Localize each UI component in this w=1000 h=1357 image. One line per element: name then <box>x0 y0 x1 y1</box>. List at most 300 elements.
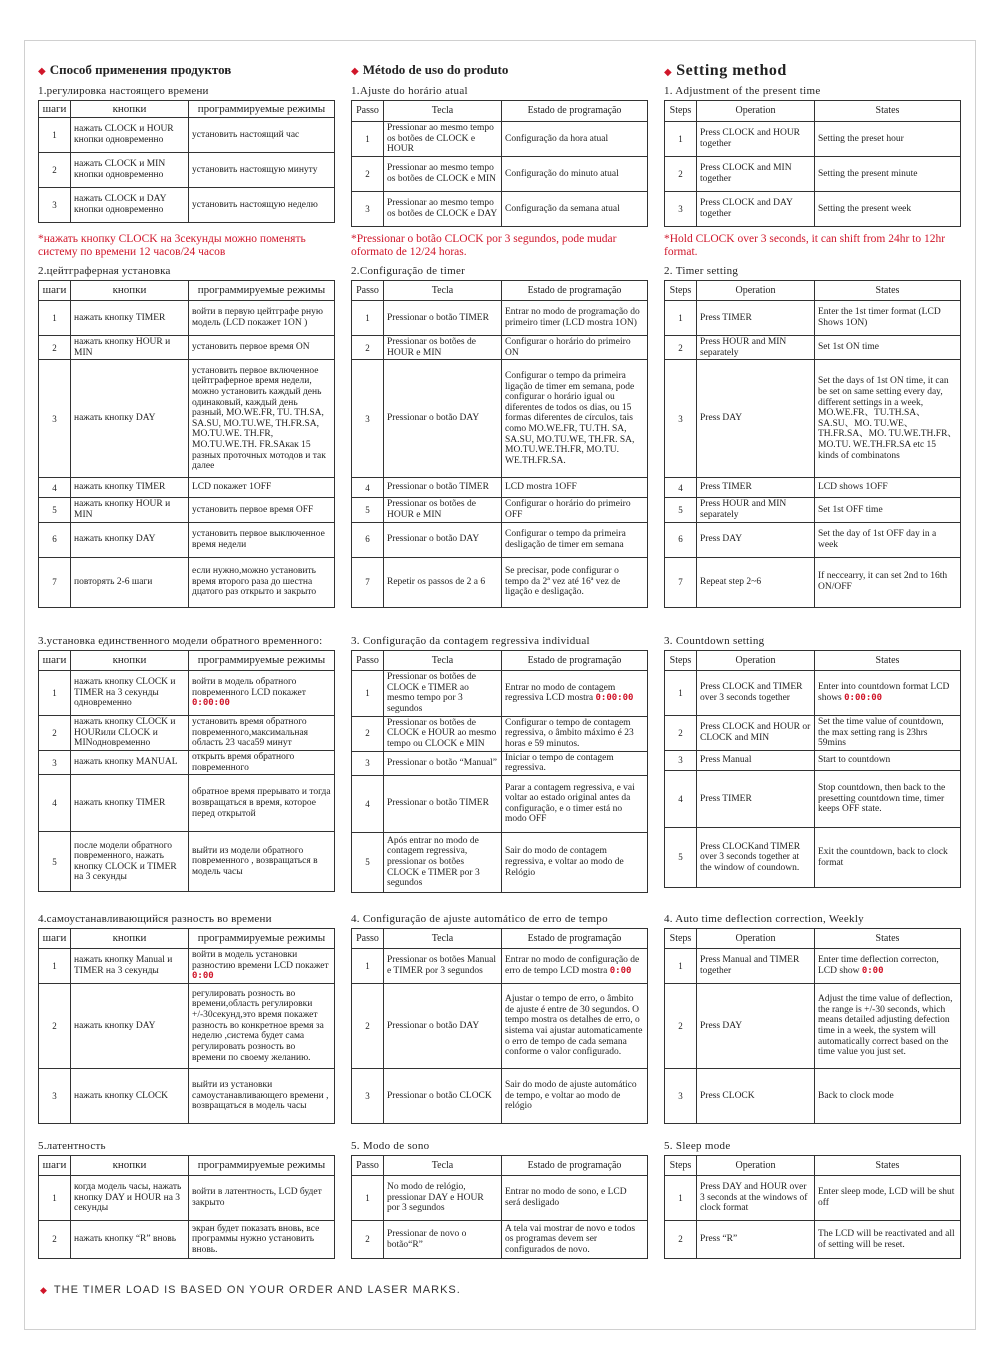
table-row <box>665 157 961 192</box>
table-row <box>39 360 335 478</box>
key-cell: Press TIMER <box>697 771 815 828</box>
state-cell: Entrar no modo de programação do primeiro timer (LCD mostra 1ON) <box>502 301 648 336</box>
table-row <box>352 751 648 775</box>
key-cell: нажать кнопку TIMER <box>71 478 189 498</box>
table-row <box>665 1069 961 1124</box>
step-number: 4 <box>39 775 71 832</box>
table-row <box>352 301 648 336</box>
state-cell: The LCD will be reactivated and all of setting will be reset. <box>815 1221 961 1259</box>
footer-note: ◆ THE TIMER LOAD IS BASED ON YOUR ORDER AND LASER MARKS. <box>40 1284 461 1296</box>
state-cell: Exit the countdown, back to clock format <box>815 828 961 888</box>
step-number: 3 <box>39 188 71 223</box>
column-header-cell: кнопки <box>71 281 189 301</box>
column-header-cell: Operation <box>697 651 815 671</box>
bullet-icon: ◆ <box>40 1285 48 1295</box>
key-cell: нажать кнопку HOUR и MIN <box>71 498 189 522</box>
state-cell: If neccearry, it can set 2nd to 16th ON/OFF <box>815 557 961 607</box>
key-cell: Pressionar o botão DAY <box>384 360 502 478</box>
section-title: 2.цейтграферная установка <box>38 265 171 277</box>
table-header-row <box>352 1156 648 1176</box>
column-header-cell: кнопки <box>71 1156 189 1176</box>
step-number: 1 <box>39 301 71 336</box>
column-header-cell: Tecla <box>384 929 502 949</box>
column-header-cell: States <box>815 101 961 122</box>
state-cell: LCD shows 1OFF <box>815 478 961 498</box>
column-header-cell: States <box>815 1156 961 1176</box>
column-header-cell: Passo <box>352 281 384 301</box>
step-number: 5 <box>352 832 384 892</box>
key-cell: Após entrar no modo de contagem regressiva, pressionar os botões CLOCK e TIMER por 3 segundos <box>384 832 502 892</box>
step-number: 2 <box>665 157 697 192</box>
column-header-cell: программируемые режимы <box>189 1156 335 1176</box>
key-cell: Pressionar o botão TIMER <box>384 478 502 498</box>
step-number: 3 <box>665 360 697 478</box>
state-cell: открыть время обратного повременного <box>189 751 335 775</box>
step-number: 3 <box>665 751 697 771</box>
step-number: 2 <box>352 1221 384 1259</box>
column-header-cell: Steps <box>665 281 697 301</box>
table-row <box>665 1221 961 1259</box>
key-cell: Pressionar ao mesmo tempo os botões de CLOCK e DAY <box>384 192 502 227</box>
table-header-row <box>39 1156 335 1176</box>
key-cell: когда модель часы, нажать кнопку DAY и HOUR на 3 секунды <box>71 1176 189 1221</box>
key-cell: нажать кнопку DAY <box>71 360 189 478</box>
column-header-cell: Estado de programação <box>502 651 648 671</box>
table-header-row <box>352 651 648 671</box>
step-number: 1 <box>352 122 384 157</box>
key-cell: Press TIMER <box>697 478 815 498</box>
key-cell: Press Manual <box>697 751 815 771</box>
key-cell: нажать кнопку DAY <box>71 522 189 557</box>
table-header-row <box>352 929 648 949</box>
bullet-icon: ◆ <box>38 66 46 77</box>
state-cell: Sair do modo de ajuste automático de tempo, e voltar ao modo de relógio <box>502 1069 648 1124</box>
key-cell: Press CLOCK and DAY together <box>697 192 815 227</box>
step-number: 2 <box>39 716 71 751</box>
table-row <box>352 498 648 522</box>
state-cell: Se precisar, pode configurar o tempo da 2ª vez até 16ª vez de ligação e desligação. <box>502 557 648 607</box>
key-cell: нажать кнопку HOUR и MIN <box>71 336 189 360</box>
table-row <box>665 751 961 771</box>
table-row <box>352 1221 648 1259</box>
step-number: 2 <box>39 1221 71 1259</box>
key-cell: нажать CLOCK и HOUR кнопки одновременно <box>71 118 189 153</box>
column-header-cell: Passo <box>352 101 384 122</box>
state-cell: Setting the present minute <box>815 157 961 192</box>
column-header-cell: Operation <box>697 101 815 122</box>
key-cell: Press TIMER <box>697 301 815 336</box>
state-cell: Configurar o horário do primeiro ON <box>502 336 648 360</box>
step-number: 5 <box>665 498 697 522</box>
steps-table <box>38 100 335 223</box>
section-title: 4. Configuração de ajuste automático de erro de tempo <box>351 913 608 925</box>
key-cell: Pressionar o botão CLOCK <box>384 1069 502 1124</box>
state-cell: установить первое выключенное время недели <box>189 522 335 557</box>
column-header-cell: кнопки <box>71 651 189 671</box>
step-number: 2 <box>665 1221 697 1259</box>
key-cell: Pressionar os botões Manual e TIMER por 3 segundos <box>384 949 502 984</box>
section-title: 3. Countdown setting <box>664 635 765 647</box>
step-number: 4 <box>665 478 697 498</box>
table-row <box>352 336 648 360</box>
key-cell: повторять 2-6 шаги <box>71 557 189 607</box>
column-header-cell: шаги <box>39 101 71 118</box>
key-cell: нажать CLOCK и MIN кнопки одновременно <box>71 153 189 188</box>
step-number: 2 <box>665 336 697 360</box>
key-cell: после модели обратного повременного, нажать кнопку CLOCK и TIMER на 3 секунды <box>71 832 189 892</box>
step-number: 1 <box>665 671 697 716</box>
step-number: 1 <box>39 1176 71 1221</box>
note-english: *Hold CLOCK over 3 seconds, it can shift from 24hr to 12hr format. <box>664 233 946 259</box>
column-header-cell: Steps <box>665 1156 697 1176</box>
table-row <box>352 716 648 751</box>
key-cell: Pressionar os botões de CLOCK e HOUR ao mesmo tempo ou CLOCK e MIN <box>384 716 502 751</box>
table-header-row <box>39 281 335 301</box>
key-cell: Pressionar o botão “Manual” <box>384 751 502 775</box>
table-row <box>665 984 961 1069</box>
table-row <box>665 522 961 557</box>
lcd-readout: 0:00 <box>192 971 214 982</box>
table-header-row <box>665 101 961 122</box>
state-cell: Configuração da semana atual <box>502 192 648 227</box>
key-cell: Pressionar de novo o botão“R” <box>384 1221 502 1259</box>
table-row <box>39 498 335 522</box>
table-row <box>39 153 335 188</box>
key-cell: нажать кнопку MANUAL <box>71 751 189 775</box>
column-header-cell: Steps <box>665 929 697 949</box>
key-cell: Repeat step 2~6 <box>697 557 815 607</box>
table-row <box>352 522 648 557</box>
step-number: 1 <box>352 301 384 336</box>
section-title: 5. Modo de sono <box>351 1140 430 1152</box>
column-header-cell: шаги <box>39 929 71 949</box>
step-number: 4 <box>352 478 384 498</box>
key-cell: нажать кнопку Manual и TIMER на 3 секунды <box>71 949 189 984</box>
state-cell: установить первое время ON <box>189 336 335 360</box>
section-title: 3.установка единственного модели обратного временного: <box>38 635 323 647</box>
state-cell: Entrar no modo de configuração de erro de tempo LCD mostra 0:00 <box>502 949 648 984</box>
steps-table <box>664 928 961 1124</box>
section-title: 2. Timer setting <box>664 265 739 277</box>
steps-table <box>38 650 335 892</box>
step-number: 1 <box>352 671 384 717</box>
state-cell: Configurar o horário do primeiro OFF <box>502 498 648 522</box>
step-number: 2 <box>352 716 384 751</box>
key-cell: Pressionar ao mesmo tempo os botões de CLOCK e MIN <box>384 157 502 192</box>
column-header-cell: шаги <box>39 651 71 671</box>
column-header-cell: шаги <box>39 1156 71 1176</box>
step-number: 5 <box>665 828 697 888</box>
note-russian: *нажать кнопку CLOCK на 3секунды можно поменять систему по времени 12 часов/24 часов <box>38 233 306 259</box>
state-cell: Setting the preset hour <box>815 122 961 157</box>
table-row <box>352 157 648 192</box>
table-header-row <box>665 1156 961 1176</box>
section-title: 4.самоустанавливающийся разность во времени <box>38 913 272 925</box>
key-cell: нажать кнопку CLOCK и TIMER на 3 секунды одновременно <box>71 671 189 716</box>
column-header-cell: Estado de programação <box>502 281 648 301</box>
state-cell: A tela vai mostrar de novo e todos os programas devem ser configurados de novo. <box>502 1221 648 1259</box>
key-cell: Pressionar os botões de HOUR e MIN <box>384 498 502 522</box>
column-header-cell: Operation <box>697 281 815 301</box>
state-cell: Configurar o tempo da primeira ligação de timer em semana, pode configurar o horário igual ou diferentes de todos os dias, ou 15 formas diferentes de círculos, tais como MO.WE.FR, TU.TH. SA, SA.SU, MO.TU.WE, TH.FR. SA, MO.TU.WE.TH.FR, MO.TU. WE.TH.FR.SA. <box>502 360 648 478</box>
section-title: 4. Auto time deflection correction, Weekly <box>664 913 864 925</box>
table-header-row <box>39 929 335 949</box>
key-cell: Press DAY <box>697 360 815 478</box>
state-cell: войти в латентность, LCD будет закрыто <box>189 1176 335 1221</box>
section-title: 2.Configuração de timer <box>351 265 466 277</box>
steps-table <box>351 280 648 608</box>
column-header-cell: States <box>815 651 961 671</box>
steps-table <box>351 928 648 1124</box>
state-cell: Iniciar o tempo de contagem regressiva. <box>502 751 648 775</box>
table-row <box>39 1176 335 1221</box>
note-portuguese: *Pressionar o botão CLOCK por 3 segundos, pode mudar oformato de 12/24 horas. <box>351 233 617 259</box>
step-number: 6 <box>352 522 384 557</box>
table-row <box>352 671 648 717</box>
table-row <box>665 498 961 522</box>
state-cell: если нужно,можно установить время второго раза до шестна дцатого раз открыто и закрыто <box>189 557 335 607</box>
key-cell: Press DAY and HOUR over 3 seconds at the windows of clock format <box>697 1176 815 1221</box>
table-row <box>665 949 961 984</box>
table-row <box>39 336 335 360</box>
step-number: 4 <box>352 775 384 832</box>
table-row <box>352 832 648 892</box>
step-number: 3 <box>39 751 71 775</box>
key-cell: Press CLOCK and HOUR or CLOCK and MIN <box>697 716 815 751</box>
state-cell: Set the day of 1st OFF day in a week <box>815 522 961 557</box>
table-row <box>352 478 648 498</box>
state-cell: Set 1st ON time <box>815 336 961 360</box>
step-number: 6 <box>39 522 71 557</box>
lcd-readout: 0:00:00 <box>844 693 883 703</box>
key-cell: нажать CLOCK и DAY кнопки одновременно <box>71 188 189 223</box>
table-row <box>665 360 961 478</box>
state-cell: установить настоящий час <box>189 118 335 153</box>
step-number: 3 <box>665 192 697 227</box>
step-number: 2 <box>352 336 384 360</box>
steps-table <box>38 280 335 608</box>
column-header-cell: Tecla <box>384 651 502 671</box>
column-header-cell: программируемые режимы <box>189 651 335 671</box>
step-number: 1 <box>665 122 697 157</box>
step-number: 1 <box>665 949 697 984</box>
key-cell: Repetir os passos de 2 a 6 <box>384 557 502 607</box>
step-number: 1 <box>352 1176 384 1221</box>
state-cell: экран будет показать вновь, все программы нужно установить вновь. <box>189 1221 335 1259</box>
state-cell: выйти из установки самоустанавливающего времени , возвращаться в модель часы <box>189 1069 335 1124</box>
key-cell: Press CLOCK and MIN together <box>697 157 815 192</box>
table-row <box>39 716 335 751</box>
table-row <box>665 336 961 360</box>
key-cell: Press HOUR and MIN separately <box>697 498 815 522</box>
step-number: 2 <box>352 984 384 1069</box>
table-header-row <box>39 101 335 118</box>
step-number: 5 <box>39 498 71 522</box>
state-cell: Stop countdown, then back to the presetting countdown time, timer keeps OFF state. <box>815 771 961 828</box>
step-number: 2 <box>665 716 697 751</box>
table-row <box>39 751 335 775</box>
state-cell: обратное время прерывато и тогда возвращаться в время, которое перед открытой <box>189 775 335 832</box>
table-row <box>39 832 335 892</box>
steps-table <box>351 100 648 227</box>
lcd-readout: 0:00 <box>861 966 884 976</box>
section-title: 1.Ajuste do horário atual <box>351 85 468 97</box>
state-cell: выйти из модели обратного повременного , возвращаться в модель часы <box>189 832 335 892</box>
table-header-row <box>352 101 648 122</box>
state-cell: Set the time value of countdown, the max setting rang is 23hrs 59mins <box>815 716 961 751</box>
step-number: 2 <box>39 336 71 360</box>
step-number: 1 <box>665 301 697 336</box>
column-header-cell: программируемые режимы <box>189 929 335 949</box>
steps-table <box>664 100 961 227</box>
state-cell: установить настоящую минуту <box>189 153 335 188</box>
key-cell: Pressionar o botão TIMER <box>384 301 502 336</box>
table-row <box>665 716 961 751</box>
state-cell: Enter sleep mode, LCD will be shut off <box>815 1176 961 1221</box>
table-row <box>39 1069 335 1124</box>
step-number: 3 <box>665 1069 697 1124</box>
section-title: 5.латентность <box>38 1140 106 1152</box>
table-row <box>352 984 648 1069</box>
column-header-cell: Operation <box>697 1156 815 1176</box>
step-number: 4 <box>39 478 71 498</box>
key-cell: Press HOUR and MIN separately <box>697 336 815 360</box>
table-row <box>39 671 335 716</box>
key-cell: Press CLOCK and TIMER over 3 seconds together <box>697 671 815 716</box>
column-header-cell: Steps <box>665 101 697 122</box>
state-cell: Set the days of 1st ON time, it can be set on same setting every day, different settings in a week, MO.WE.FR、TU.TH.SA、SA.SU、MO. TU.WE、TH.FR.SA、MO. TU.WE.TH.FR、MO.TU. WE.TH.FR.SA etc 15 kinds of combinatons <box>815 360 961 478</box>
key-cell: Pressionar o botão DAY <box>384 522 502 557</box>
column-header-cell: Operation <box>697 929 815 949</box>
steps-table <box>664 280 961 608</box>
steps-table <box>38 1155 335 1259</box>
key-cell: нажать кнопку CLOCK <box>71 1069 189 1124</box>
step-number: 1 <box>352 949 384 984</box>
table-row <box>39 522 335 557</box>
step-number: 1 <box>665 1176 697 1221</box>
column-header-cell: Passo <box>352 929 384 949</box>
column-header-cell: программируемые режимы <box>189 281 335 301</box>
column-header-cell: Estado de programação <box>502 1156 648 1176</box>
table-row <box>352 949 648 984</box>
table-row <box>39 118 335 153</box>
table-row <box>352 1176 648 1221</box>
key-cell: Press CLOCK <box>697 1069 815 1124</box>
state-cell: Entrar no modo de contagem regressiva LCD mostra 0:00:00 <box>502 671 648 717</box>
table-row <box>352 775 648 832</box>
table-header-row <box>665 651 961 671</box>
state-cell: установить настоящую неделю <box>189 188 335 223</box>
key-cell: Pressionar ao mesmo tempo os botões de CLOCK e HOUR <box>384 122 502 157</box>
state-cell: LCD покажет 1OFF <box>189 478 335 498</box>
step-number: 2 <box>352 157 384 192</box>
bullet-icon: ◆ <box>351 66 359 77</box>
column-header-cell: States <box>815 281 961 301</box>
step-number: 1 <box>39 671 71 716</box>
section-title: 5. Sleep mode <box>664 1140 731 1152</box>
step-number: 4 <box>665 771 697 828</box>
key-cell: Press CLOCKand TIMER over 3 seconds together at the window of coundown. <box>697 828 815 888</box>
table-row <box>352 557 648 607</box>
key-cell: Pressionar os botões de HOUR e MIN <box>384 336 502 360</box>
key-cell: Pressionar o botão DAY <box>384 984 502 1069</box>
state-cell: Sair do modo de contagem regressiva, e voltar ao modo de Relógio <box>502 832 648 892</box>
state-cell: LCD mostra 1OFF <box>502 478 648 498</box>
step-number: 3 <box>39 360 71 478</box>
state-cell: Configuração do minuto atual <box>502 157 648 192</box>
table-row <box>665 828 961 888</box>
state-cell: войти в модель обратного повременного LCD покажет 0:00:00 <box>189 671 335 716</box>
steps-table <box>664 650 961 888</box>
key-cell: Press DAY <box>697 522 815 557</box>
table-row <box>665 1176 961 1221</box>
column-header-cell: Tecla <box>384 1156 502 1176</box>
state-cell: Set 1st OFF time <box>815 498 961 522</box>
column-header-cell: Passo <box>352 1156 384 1176</box>
state-cell: Start to countdown <box>815 751 961 771</box>
state-cell: установить время обратного повременного,максимальная область 23 часа59 минут <box>189 716 335 751</box>
table-row <box>665 301 961 336</box>
step-number: 3 <box>39 1069 71 1124</box>
state-cell: войти в первую цейтграфе рную модель (LCD покажет 1ON ) <box>189 301 335 336</box>
step-number: 6 <box>665 522 697 557</box>
step-number: 2 <box>39 153 71 188</box>
step-number: 2 <box>665 984 697 1069</box>
lcd-readout: 0:00:00 <box>595 693 634 704</box>
state-cell: Back to clock mode <box>815 1069 961 1124</box>
table-row <box>665 771 961 828</box>
section-title: 1. Adjustment of the present time <box>664 85 821 97</box>
state-cell: Configurar o tempo da primeira desligação de timer em semana <box>502 522 648 557</box>
table-row <box>39 301 335 336</box>
steps-table <box>38 928 335 1124</box>
key-cell: нажать кнопку TIMER <box>71 301 189 336</box>
key-cell: нажать кнопку TIMER <box>71 775 189 832</box>
table-header-row <box>665 281 961 301</box>
table-row <box>665 671 961 716</box>
column-header-cell: Tecla <box>384 281 502 301</box>
table-header-row <box>665 929 961 949</box>
bullet-icon: ◆ <box>664 67 673 78</box>
state-cell: Adjust the time value of deflection, the range is +/-30 seconds, which means detailed adjusting defection time in a week, the system will automatically correct based on the time value you just set. <box>815 984 961 1069</box>
state-cell: Configurar o tempo de contagem regressiva, o âmbito máximo é 23 horas e 59 minutos. <box>502 716 648 751</box>
table-row <box>665 478 961 498</box>
key-cell: нажать кнопку DAY <box>71 984 189 1069</box>
state-cell: Enter into countdown format LCD shows 0:00:00 <box>815 671 961 716</box>
column-header-cell: States <box>815 929 961 949</box>
key-cell: Pressionar os botões de CLOCK e TIMER ao mesmo tempo por 3 segundos <box>384 671 502 717</box>
step-number: 1 <box>39 949 71 984</box>
key-cell: Press CLOCK and HOUR together <box>697 122 815 157</box>
lcd-readout: 0:00:00 <box>192 698 230 709</box>
steps-table <box>664 1155 961 1259</box>
lcd-readout: 0:00 <box>609 966 632 976</box>
table-row <box>39 1221 335 1259</box>
table-header-row <box>39 651 335 671</box>
step-number: 3 <box>352 360 384 478</box>
key-cell: Press DAY <box>697 984 815 1069</box>
steps-table <box>351 1155 648 1259</box>
table-row <box>665 192 961 227</box>
state-cell: регулировать розность во времени,область регулировки +/-30секунд,это время покажет разность во конкретное время за неделю ,система будет сама регулировать розность во времени по своему желанию. <box>189 984 335 1069</box>
table-header-row <box>352 281 648 301</box>
step-number: 5 <box>352 498 384 522</box>
column-header-cell: Tecla <box>384 101 502 122</box>
key-cell: Press “R” <box>697 1221 815 1259</box>
key-cell: нажать кнопку CLOCK и HOURили CLOCK и MINодновременно <box>71 716 189 751</box>
column-header-cell: кнопки <box>71 101 189 118</box>
table-row <box>352 122 648 157</box>
